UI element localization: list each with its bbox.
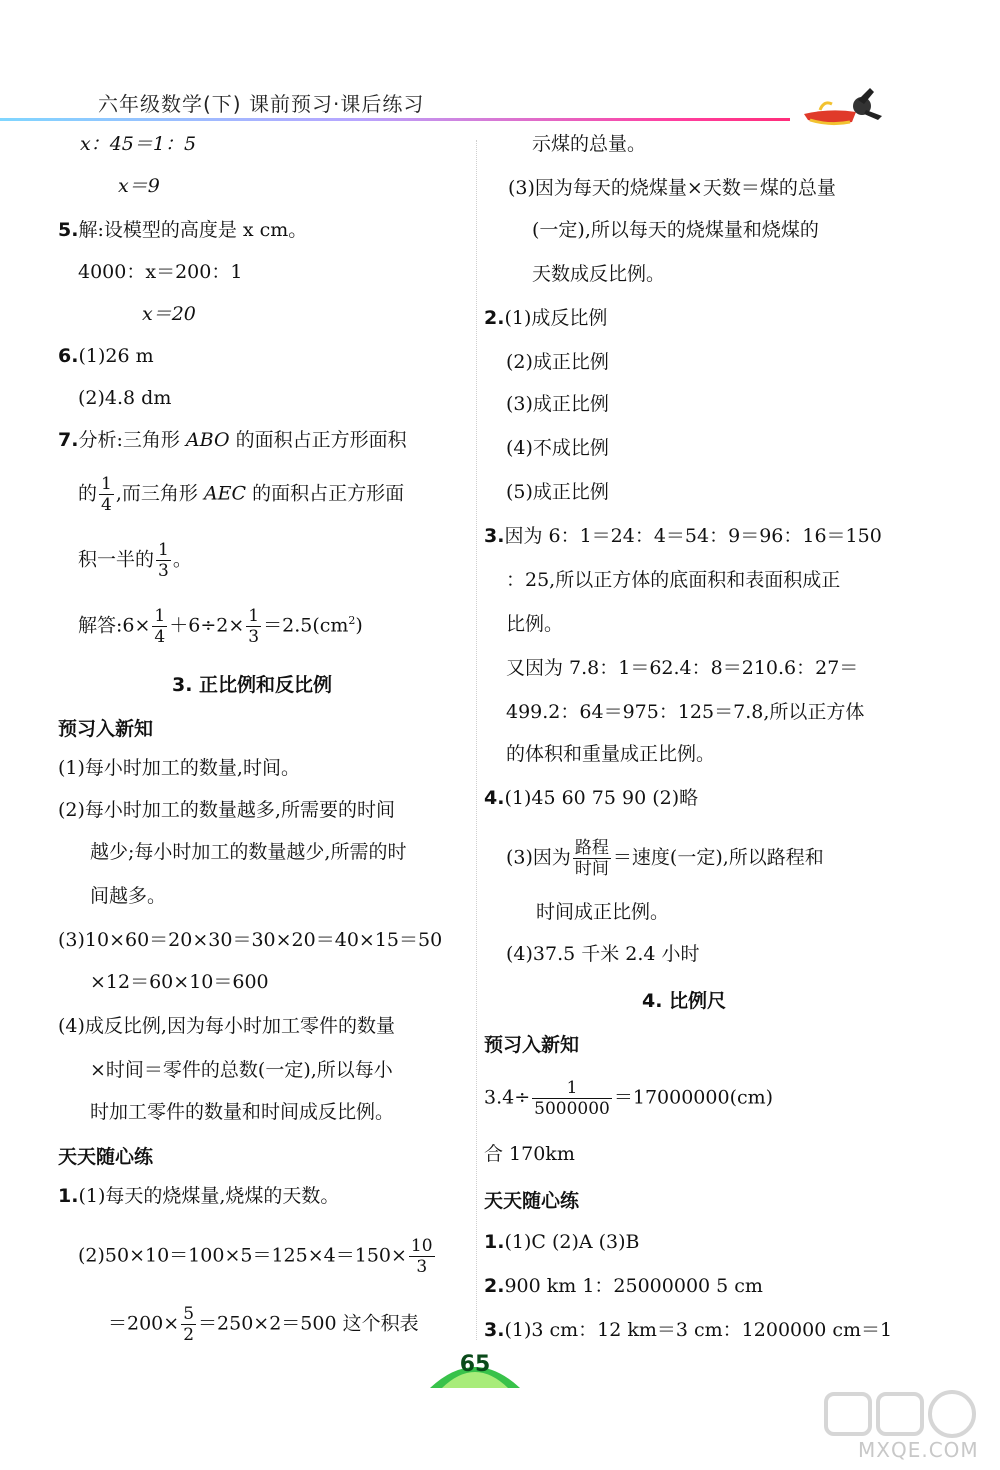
- text-line: (1)3 cm：12 km＝3 cm：1200000 cm＝1: [504, 1319, 893, 1341]
- text-line: (3)因为每天的烧煤量×天数＝煤的总量: [508, 177, 836, 199]
- text-line: 499.2：64＝975：125＝7.8,所以正方体: [506, 701, 865, 723]
- subsection-heading: 天天随心练: [484, 1190, 580, 1212]
- fraction: [156, 540, 171, 581]
- fraction: [246, 606, 261, 647]
- fraction-denominator: 2: [183, 1325, 195, 1345]
- text-line: (1)每小时加工的数量,时间。: [58, 757, 300, 779]
- text-line: ×时间＝零件的总数(一定),所以每小: [90, 1059, 393, 1081]
- text-line: (3)10×60＝20×30＝30×20＝40×15＝50: [58, 929, 443, 951]
- question-number: 4.: [484, 787, 505, 809]
- text-fragment: 积一半的: [78, 548, 155, 571]
- text-line: (3)成正比例: [506, 393, 609, 415]
- text-line: 示煤的总量。: [532, 133, 647, 155]
- text-fragment: 3.4÷: [484, 1086, 531, 1109]
- question-number: 2.: [484, 307, 505, 329]
- text-line: 的体积和重量成正比例。: [506, 743, 716, 765]
- subsection-heading: 天天随心练: [58, 1146, 154, 1168]
- question-7: [58, 428, 407, 452]
- text-line: (4)37.5 千米 2.4 小时: [506, 943, 700, 965]
- text-fragment: ): [355, 614, 363, 637]
- subsection-heading: 预习入新知: [484, 1034, 580, 1056]
- text-line: ×12＝60×10＝600: [90, 971, 269, 993]
- text-line: [78, 1236, 437, 1277]
- text-fragment: ＝速度(一定),所以路程和: [612, 846, 824, 869]
- text-fragment: (2)50×10＝100×5＝125×4＝150×: [78, 1244, 407, 1267]
- text-line: 天数成反比例。: [532, 263, 666, 285]
- question-2: [484, 306, 607, 330]
- text-line: (2)成正比例: [506, 351, 609, 373]
- text-line: (2)每小时加工的数量越多,所需要的时间: [58, 799, 395, 821]
- page-number: 65: [459, 1352, 491, 1377]
- text-line: 间越多。: [90, 885, 167, 907]
- fraction: [409, 1236, 435, 1277]
- text-line: 又因为 7.8：1＝62.4：8＝210.6：27＝: [506, 657, 859, 679]
- text-line: [484, 1078, 773, 1119]
- text-line: [78, 540, 192, 581]
- text-fragment: 分析:三角形: [78, 429, 186, 451]
- column-divider: [476, 140, 477, 1340]
- text-fragment: 解答:6×: [78, 614, 151, 637]
- question-3: [484, 524, 882, 548]
- text-fragment: ＝250×2＝500 这个积表: [198, 1312, 419, 1335]
- text-line: 因为 6：1＝24：4＝54：9＝96：16＝150: [504, 525, 882, 547]
- subsection-heading: 预习入新知: [58, 718, 154, 740]
- text-line: (1)26 m: [78, 345, 154, 367]
- question-number: 2.: [484, 1275, 505, 1297]
- text-line: (1)45 60 75 90 (2)略: [504, 787, 699, 809]
- question-number: 1.: [484, 1231, 505, 1253]
- fraction-numerator: 1: [532, 1078, 612, 1099]
- header-gradient-line: [0, 118, 790, 121]
- text-line: [506, 838, 824, 879]
- fraction-denominator: 3: [416, 1257, 428, 1277]
- text-line: 900 km 1：25000000 5 cm: [504, 1275, 763, 1297]
- text-fragment: ＝17000000(cm): [613, 1086, 774, 1109]
- question-5: [58, 218, 307, 242]
- fraction: [181, 1304, 196, 1345]
- fraction: [99, 474, 114, 515]
- text-line: (一定),所以每天的烧煤量和烧煤的: [532, 219, 819, 241]
- fraction-numerator: 1: [154, 606, 166, 626]
- section-title: 4. 比例尺: [642, 990, 727, 1012]
- text-line: 越少;每小时加工的数量越少,所需的时: [90, 841, 407, 863]
- fraction-numerator: 1: [101, 474, 112, 494]
- question-1: [58, 1184, 339, 1208]
- text-line: 解:设模型的高度是 x cm。: [78, 219, 308, 241]
- question-number: 5.: [58, 219, 79, 241]
- text-line: 时加工零件的数量和时间成反比例。: [90, 1101, 395, 1123]
- text-line: (5)成正比例: [506, 481, 609, 503]
- text-line: (1)每天的烧煤量,烧煤的天数。: [78, 1185, 340, 1207]
- question-number: 3.: [484, 1319, 505, 1341]
- text-line: 合 170km: [484, 1143, 575, 1165]
- text-line: [78, 474, 404, 515]
- text-line: (2)4.8 dm: [78, 387, 172, 409]
- question-number: 1.: [58, 1185, 79, 1207]
- fraction-denominator: 时间: [574, 859, 609, 879]
- text-fragment: ＝2.5(cm: [263, 614, 349, 637]
- fraction-numerator: 5: [183, 1304, 195, 1324]
- superscript: 2: [348, 614, 356, 628]
- text-line: ：25,所以正方体的底面积和表面积成正: [506, 569, 841, 591]
- text-line: x：45＝1：5: [80, 133, 197, 155]
- fraction-denominator: 3: [158, 561, 169, 581]
- text-line: [108, 1304, 419, 1345]
- text-line: 4000：x＝200：1: [78, 261, 243, 283]
- text-fragment: AEC: [203, 482, 247, 505]
- fraction-denominator: 3: [248, 627, 260, 647]
- fraction-numerator: 10: [410, 1236, 433, 1256]
- question-number: 7.: [58, 429, 79, 451]
- text-fragment: (3)因为: [506, 846, 571, 869]
- text-fragment: ABO: [185, 429, 230, 451]
- fraction: [573, 838, 611, 879]
- fraction-denominator: 4: [101, 495, 112, 515]
- header-title: 六年级数学(下) 课前预习·课后练习: [98, 92, 425, 116]
- text-line: 比例。: [506, 613, 564, 635]
- text-line: (1)C (2)A (3)B: [504, 1231, 640, 1253]
- text-line: (4)成反比例,因为每小时加工零件的数量: [58, 1015, 395, 1037]
- text-fragment: ＋6÷2×: [169, 614, 245, 637]
- question-2: [484, 1274, 763, 1298]
- text-line: (4)不成比例: [506, 437, 609, 459]
- text-fragment: ,而三角形: [115, 482, 204, 505]
- fraction: [152, 606, 167, 647]
- question-1: [484, 1230, 640, 1254]
- text-fragment: 。: [172, 548, 192, 571]
- text-line: (1)成反比例: [504, 307, 608, 329]
- fraction-denominator: 4: [154, 627, 166, 647]
- fraction: [532, 1078, 612, 1119]
- fraction-numerator: 路程: [574, 838, 609, 858]
- text-line: 时间成正比例。: [536, 901, 670, 923]
- text-fragment: 的: [78, 482, 98, 505]
- watermark-text: MXQE.COM: [858, 1438, 979, 1462]
- question-6: [58, 344, 154, 368]
- text-fragment: ＝200×: [108, 1312, 180, 1335]
- page-header: [0, 80, 1000, 130]
- mascot-illustration-icon: [800, 80, 890, 130]
- question-3: [484, 1318, 892, 1342]
- question-4: [484, 786, 698, 810]
- fraction-denominator: 5000000: [534, 1099, 610, 1119]
- text-fragment: 的面积占正方形面积: [229, 429, 407, 451]
- question-number: 3.: [484, 525, 505, 547]
- fraction-numerator: 1: [248, 606, 260, 626]
- text-fragment: 的面积占正方形面: [246, 482, 405, 505]
- section-title: 3. 正比例和反比例: [172, 674, 333, 696]
- text-line: x＝9: [118, 175, 160, 197]
- fraction-numerator: 1: [158, 540, 169, 560]
- question-number: 6.: [58, 345, 79, 367]
- text-line: x＝20: [142, 303, 196, 325]
- text-line: [78, 606, 363, 647]
